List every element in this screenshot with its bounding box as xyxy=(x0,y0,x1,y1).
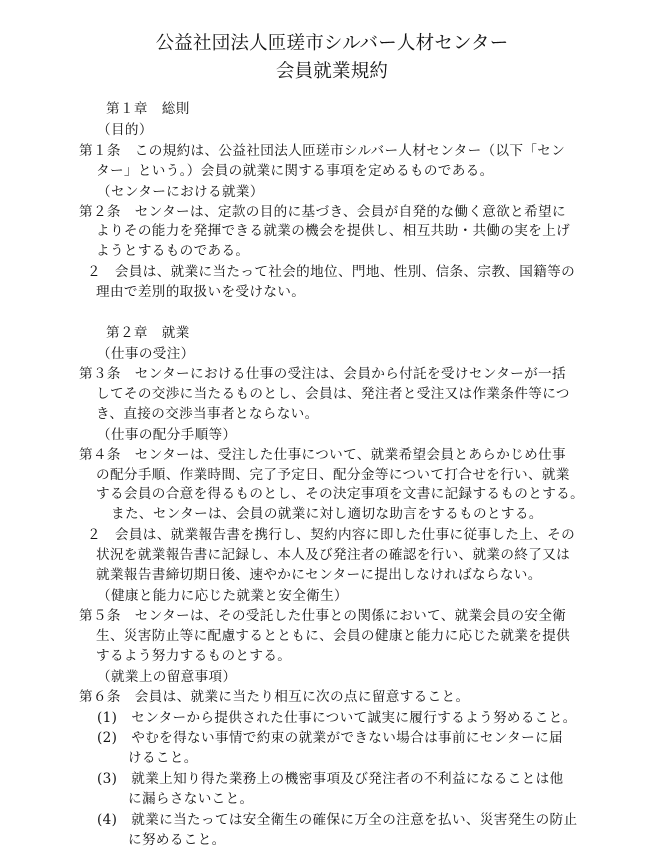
article-4-line: 第４条 センターは、受注した仕事について、就業希望会員とあらかじめ仕事 xyxy=(79,446,566,463)
article-6-item-2: (2) やむを得ない事情で約束の就業ができない場合は事前にセンターに届 xyxy=(97,730,563,747)
article-4-line: する会員の合意を得るものとし、その決定事項を文書に記録するものとする。 xyxy=(96,486,585,503)
article-4-caption: （仕事の配分手順等） xyxy=(97,426,237,443)
article-6-item-4: に努めること。 xyxy=(128,832,226,848)
document-title: 公益社団法人匝瑳市シルバー人材センター xyxy=(155,33,509,54)
article-6-line: 第６条 会員は、就業に当たり相互に次の点に留意すること。 xyxy=(79,688,470,705)
article-2-line: よりその能力を発揮できる就業の機会を提供し、相互共助・共働の実を上げ xyxy=(96,223,571,240)
article-6-item-4: (4) 就業に当たっては安全衛生の確保に万全の注意を払い、災害発生の防止 xyxy=(97,812,578,829)
article-1-line: 第１条 この規約は、公益社団法人匝瑳市シルバー人材センター（以下「セン xyxy=(79,142,566,159)
chapter-1-heading: 第１章 総則 xyxy=(106,101,190,117)
article-4-line: の配分手順、作業時間、完了予定日、配分金等について打合せを行い、就業 xyxy=(96,466,570,483)
article-6-item-2: けること。 xyxy=(128,750,198,767)
article-2-paragraph-2: ２ 会員は、就業に当たって社会的地位、門地、性別、信条、宗教、国籍等の xyxy=(87,264,576,281)
article-3-caption: （仕事の受注） xyxy=(97,345,195,362)
article-6-caption: （就業上の留意事項） xyxy=(97,668,237,685)
article-6-item-3: (3) 就業上知り得た業務上の機密事項及び発注者の不利益になることは他 xyxy=(97,771,564,788)
article-2-caption: （センターにおける就業） xyxy=(97,183,264,200)
article-3-line: 第３条 センターにおける仕事の受注は、会員から付託を受けセンターが一括 xyxy=(79,365,566,382)
article-5-line: 生、災害防止等に配慮するとともに、会員の健康と能力に応じた就業を提供 xyxy=(96,627,571,644)
article-1-caption: （目的） xyxy=(97,121,153,138)
article-2-paragraph-2: 理由で差別的取扱いを受けない。 xyxy=(96,284,306,301)
article-4-paragraph-2: 状況を就業報告書に記録し、本人及び発注者の確認を行い、就業の終了又は xyxy=(96,547,571,564)
chapter-2-heading: 第２章 就業 xyxy=(106,325,190,342)
article-5-caption: （健康と能力に応じた就業と安全衛生） xyxy=(97,588,348,605)
article-6-item-1: (1) センターから提供された仕事について誠実に履行するよう努めること。 xyxy=(97,709,577,726)
article-2-line: ようとするものである。 xyxy=(96,243,250,260)
article-5-line: 第５条 センターは、その受託した仕事との関係において、就業会員の安全衛 xyxy=(79,607,567,624)
article-4-line: また、センターは、会員の就業に対し適切な助言をするものとする。 xyxy=(111,506,543,523)
article-4-paragraph-2: ２ 会員は、就業報告書を携行し、契約内容に即した仕事に従事した上、その xyxy=(87,527,576,544)
article-4-paragraph-2: 就業報告書締切期日後、速やかにセンターに提出しなければならない。 xyxy=(96,567,542,584)
article-2-line: 第２条 センターは、定款の目的に基づき、会員が自発的な働く意欲と希望に xyxy=(79,203,566,220)
article-5-line: するよう努力するものとする。 xyxy=(96,647,292,664)
document-subtitle: 会員就業規約 xyxy=(275,61,389,82)
article-3-line: してその交渉に当たるものとし、会員は、発注者と受注又は作業条件等につ xyxy=(96,385,570,402)
article-3-line: き、直接の交渉当事者とならない。 xyxy=(96,405,319,422)
article-1-line: ター」という。）会員の就業に関する事項を定めるものである。 xyxy=(96,162,494,179)
article-6-item-3: に漏らさないこと。 xyxy=(128,791,254,808)
